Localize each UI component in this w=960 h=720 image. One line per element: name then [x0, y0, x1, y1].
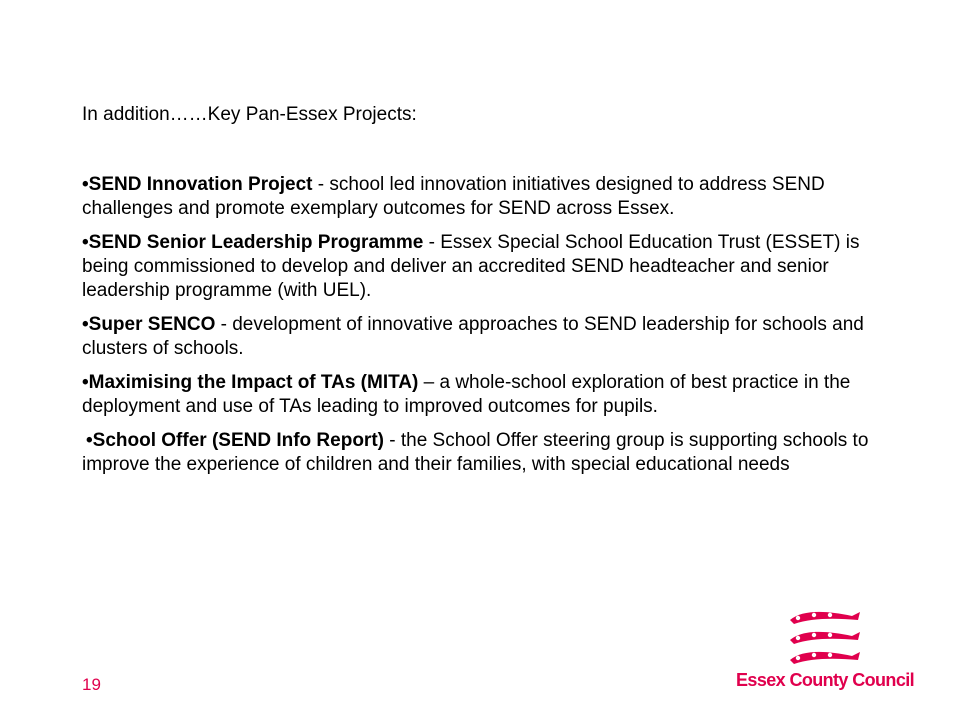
- logo-wordmark: Essex County Council: [736, 670, 915, 690]
- project-description: - school led innovation initiatives designed to address SEND challenges and promote exemplary outcomes for SEND across Essex.: [82, 174, 825, 219]
- project-title: •SEND Innovation Project: [82, 174, 313, 195]
- list-item: [82, 313, 897, 361]
- project-title: •Super SENCO: [82, 314, 216, 335]
- page-number: 19: [82, 675, 101, 694]
- project-description: - the School Offer steering group is supporting schools to improve the experience of children and their families, with special educational needs: [82, 430, 869, 475]
- project-description: – a whole-school exploration of best practice in the deployment and use of TAs leading to improved outcomes for pupils.: [82, 372, 851, 417]
- list-item: [82, 231, 897, 303]
- project-list: [82, 173, 897, 487]
- project-description: - development of innovative approaches to SEND leadership for schools and clusters of schools.: [82, 314, 864, 359]
- intro-heading: In addition……Key Pan-Essex Projects:: [82, 104, 417, 125]
- list-item: [82, 371, 897, 419]
- project-description: - Essex Special School Education Trust (ESSET) is being commissioned to develop and deliver an accredited SEND headteacher and senior leadership programme (with UEL).: [82, 232, 860, 301]
- essex-county-council-logo: [736, 606, 926, 702]
- project-title: •Maximising the Impact of TAs (MITA): [82, 372, 419, 393]
- list-item: [82, 429, 897, 477]
- project-title: •SEND Senior Leadership Programme: [82, 232, 424, 253]
- three-seaxes-icon: [784, 606, 864, 668]
- list-item: [82, 173, 897, 221]
- project-title: •School Offer (SEND Info Report): [86, 430, 384, 451]
